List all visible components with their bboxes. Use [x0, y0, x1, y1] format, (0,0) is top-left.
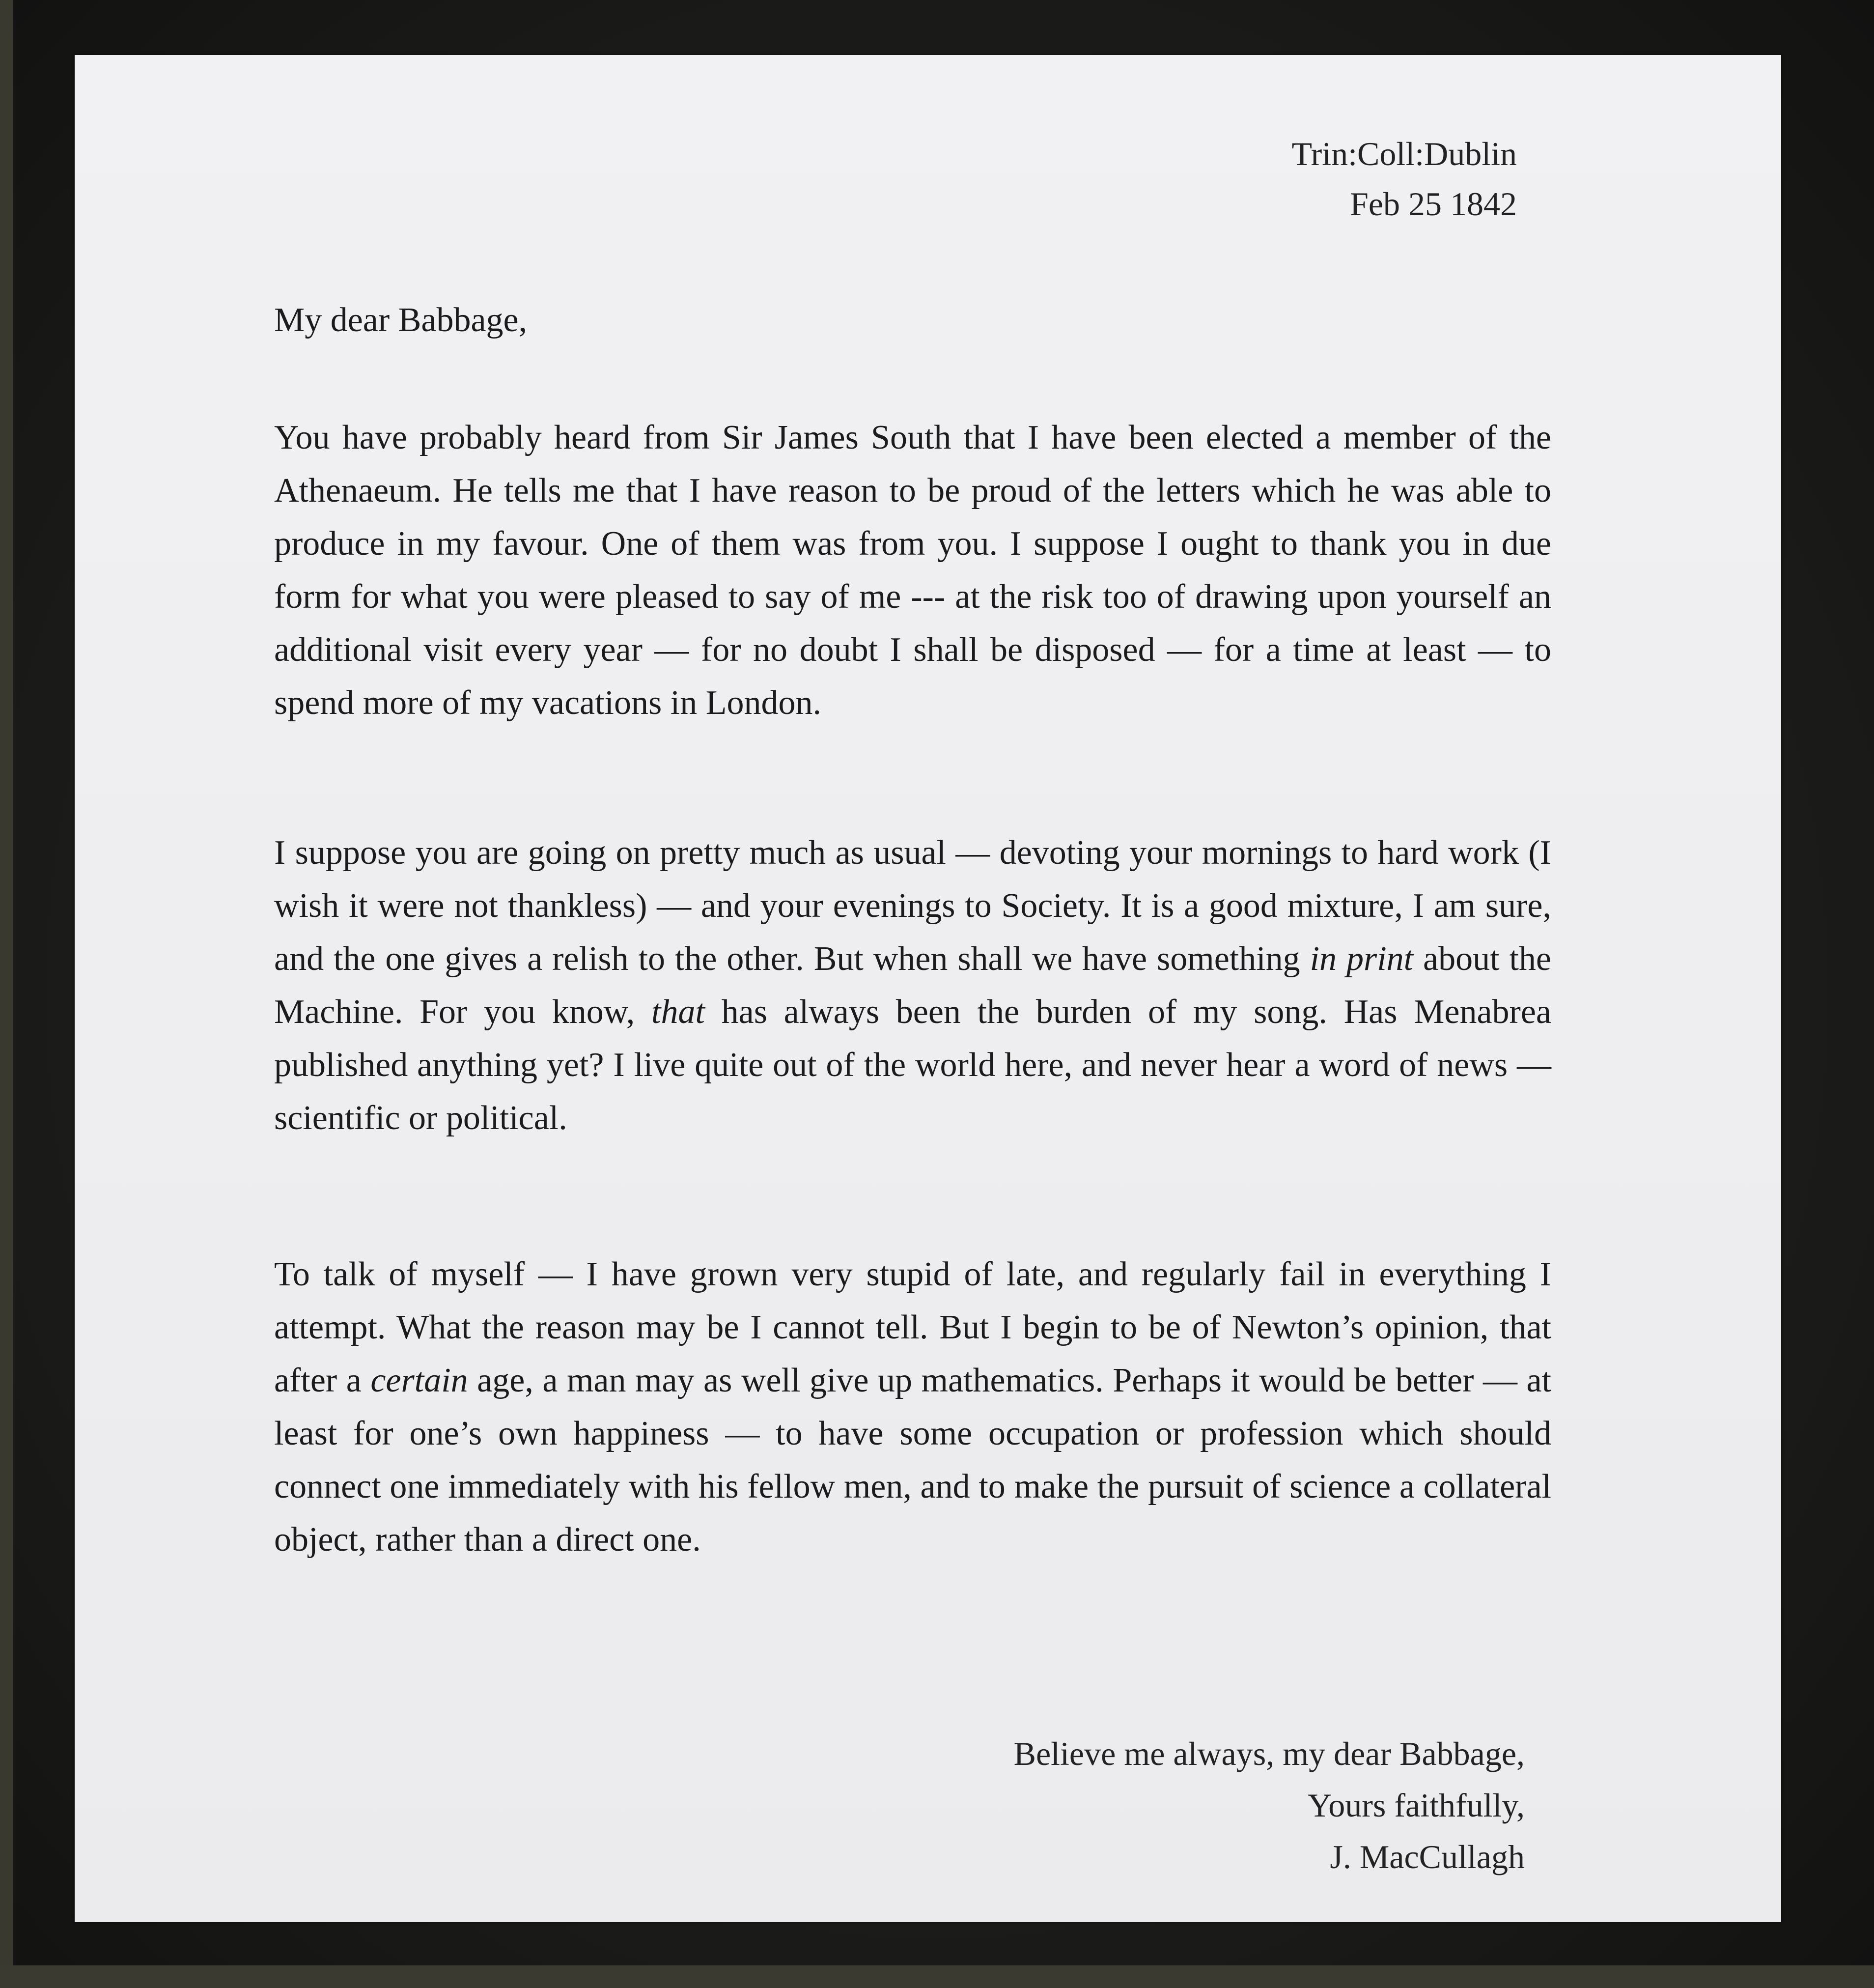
letter-closing	[1014, 1728, 1525, 1883]
letter-page	[75, 55, 1781, 1922]
letter-location: Trin:Coll:Dublin	[1291, 135, 1517, 172]
paragraph-text: has always been the burden of my song. Has Menabrea published anything yet? I live quite out of the world here, and never hear a word of news — scientific or political.	[274, 993, 1551, 1137]
letter-header	[1291, 129, 1517, 229]
closing-line-1: Believe me always, my dear Babbage,	[1013, 1735, 1525, 1772]
emphasis-in-print: in print	[1310, 940, 1414, 978]
letter-salutation: My dear Babbage,	[274, 301, 528, 339]
letter-paragraph-2	[274, 826, 1551, 1145]
paragraph-text: To talk of myself — I have grown very stupid of late, and regularly fail in everything I attempt. What the reason may be I cannot tell. But I begin to be of Newton’s opinion, that after a	[274, 1255, 1551, 1399]
paragraph-text: about the Machine. For you know,	[274, 940, 1551, 1031]
paragraph-text: age, a man may as well give up mathematics. Perhaps it would be better — at least for one’s own happiness — to have some occupation or profession which should connect one immediately with his fellow men, and to make the pursuit of science a collateral object, rather than a direct one.	[274, 1362, 1551, 1559]
letter-date: Feb 25 1842	[1350, 185, 1517, 223]
signature: J. MacCullagh	[1330, 1838, 1525, 1875]
emphasis-certain: certain	[370, 1362, 468, 1399]
letter-paragraph-1	[274, 411, 1551, 730]
paragraph-text: I suppose you are going on pretty much as usual — devoting your mornings to hard work (I wish it were not thankless) — and your evenings to Society. It is a good mixture, I am sure, and the one gives a relish to the other. But when shall we have something	[274, 834, 1551, 978]
emphasis-that: that	[651, 993, 705, 1031]
letter-paragraph-3	[274, 1248, 1551, 1566]
paragraph-text: You have probably heard from Sir James South that I have been elected a member of the Athenaeum. He tells me that I have reason to be proud of the letters which he was able to produce in my favour. One of them was from you. I suppose I ought to thank you in due form for what you were pleased to say of me --- at the risk too of drawing upon yourself an additional visit every year — for no doubt I shall be disposed — for a time at least — to spend more of my vacations in London.	[274, 419, 1551, 722]
mat-edge-bottom	[0, 1965, 1874, 1988]
mat-edge-left	[0, 0, 13, 1988]
closing-line-2: Yours faithfully,	[1307, 1787, 1525, 1824]
